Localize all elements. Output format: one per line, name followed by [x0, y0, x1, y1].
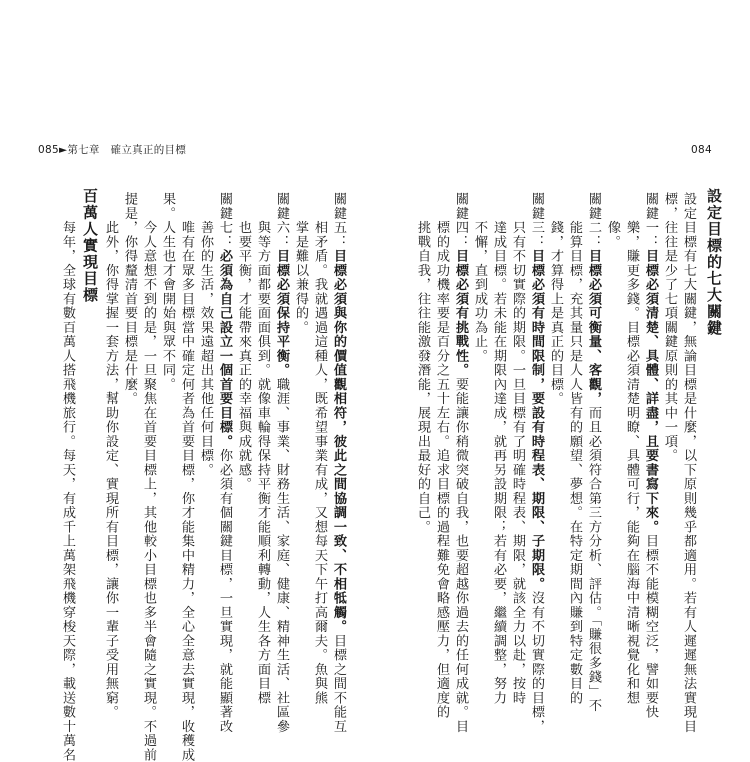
- section-heading-seven-keys: 設定目標的七大關鍵: [705, 188, 723, 337]
- paragraph-line: 設定目標有七大關鍵，無論目標是什麼，以下原則幾乎都適用。若有人遲遲無法實現目: [681, 192, 696, 734]
- paragraph-line: 不懈，直到成功為止。: [472, 192, 487, 363]
- paragraph-line: 相矛盾。我就遇過這種人，既希望事業有成，又想每天下午打高爾夫。魚與熊: [312, 192, 327, 705]
- paragraph-line: 樂，賺更多錢。目標必須清楚明瞭、具體可行，能夠在腦海中清晰視覺化和想: [624, 192, 639, 705]
- running-header-left: 085►第七章 確立真正的目標: [38, 144, 187, 156]
- key-five: 關鍵五：目標必須與你的價值觀相符，彼此之間協調一致、不相牴觸。目標之間不能互: [331, 192, 346, 734]
- key-one: 關鍵一：目標必須清楚、具體、詳盡，且要書寫下來。目標不能模糊空泛，譬如要快: [643, 192, 658, 720]
- paragraph-line: 此外，你得掌握一套方法，幫助你設定、實現所有目標，讓你一輩子受用無窮。: [103, 192, 118, 720]
- paragraph-line: 掌是難以兼得的。: [293, 192, 308, 335]
- paragraph-line: 像。: [605, 192, 620, 249]
- paragraph-line: 今人意想不到的是，一旦聚焦在首要目標上，其他較小目標也多半會隨之實現。不過前: [141, 192, 156, 762]
- paragraph-line: 標，往往是少了七項關鍵原則的其中一項。: [662, 192, 677, 463]
- paragraph-line: 也要平衡，才能帶來真正的幸福與成就感。: [236, 192, 251, 492]
- section-heading-millions: 百萬人實現目標: [81, 188, 99, 304]
- key-three: 關鍵三：目標必須有時間限制，要設有時程表、期限、子期限。沒有不切實際的目標，: [529, 192, 544, 734]
- key-six: 關鍵六：目標必須保持平衡。職涯、事業、財務生活、家庭、健康、精神生活、社區參: [274, 192, 289, 734]
- paragraph-line: 挑戰自我，往往能激發潛能，展現出最好的自己。: [415, 192, 430, 534]
- paragraph-line: 能算目標，充其量只是人人皆有的願望、夢想。在特定期間內賺到特定數目的: [567, 192, 582, 705]
- paragraph-line: 每年，全球有數百萬人搭飛機旅行。每天，有成千上萬架飛機穿梭天際，載送數十萬名: [60, 192, 75, 762]
- key-two: 關鍵二：目標必須可衡量、客觀，而且必須符合第三方分析、評估。「賺很多錢」不: [586, 192, 601, 713]
- paragraph-line: 只有不切實際的期限。一旦目標有了明確時程表、期限，就該全力以赴，按時: [510, 192, 525, 705]
- paragraph-line: 與等方面都要面面俱到。就像車輪得保持平衡才能順利轉動，人生各方面目標: [255, 192, 270, 705]
- key-seven: 關鍵七：必須為自己設立一個首要目標。你必須有個關鍵目標，一旦實現，就能顯著改: [217, 192, 232, 734]
- paragraph-line: 提是，你得釐清首要目標是什麼。: [122, 192, 137, 406]
- paragraph-line: 唯有在眾多目標當中確定何者為首要目標，你才能集中精力，全心全意去實現，收穫成: [179, 192, 194, 762]
- paragraph-line: 善你的生活，效果遠超出其他任何目標。: [198, 192, 213, 477]
- page-number-right: 084: [691, 144, 712, 156]
- paragraph-line: 標的成功機率要是百分之五十左右。追求目標的過程難免會略感壓力，但適度的: [434, 192, 449, 720]
- paragraph-line: 達成目標。若未能在期限內達成，就再另設期限；若有必要，繼續調整，努力: [491, 192, 506, 705]
- paragraph-line: 錢，才算得上是真正的目標。: [548, 192, 563, 406]
- paragraph-line: 果。人生也才會開始與眾不同。: [160, 192, 175, 392]
- key-four: 關鍵四：目標必須有挑戰性。要能讓你稍微突破自我，也要超越你過去的任何成就。目: [453, 192, 468, 734]
